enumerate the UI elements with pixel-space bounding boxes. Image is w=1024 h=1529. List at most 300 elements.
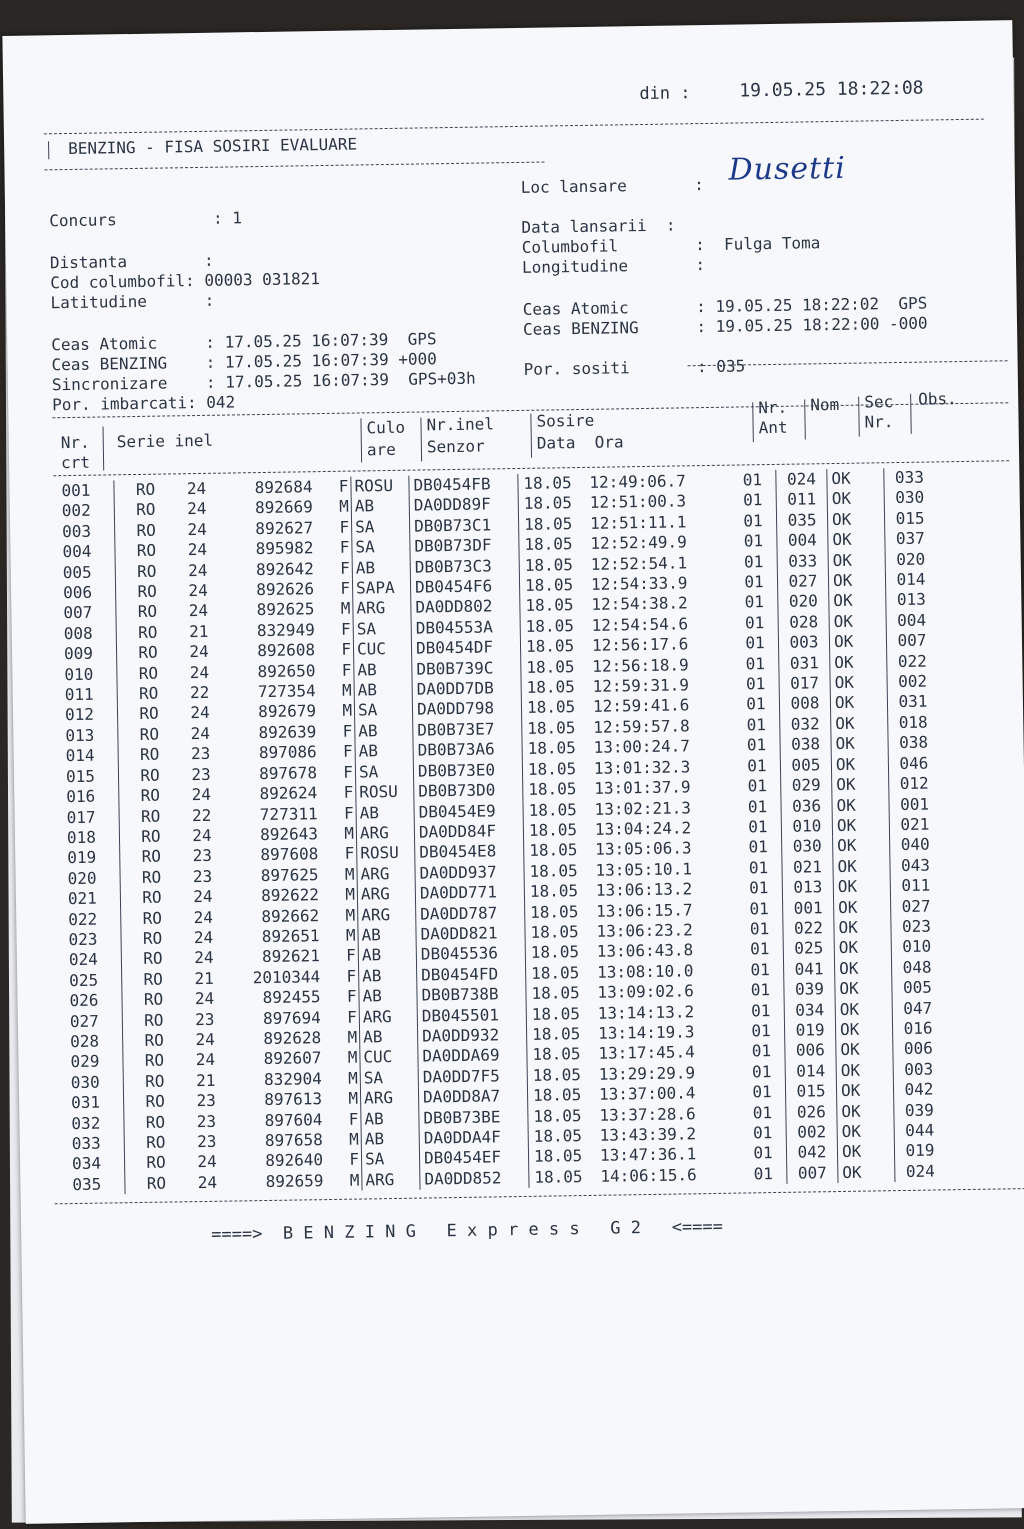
- color: AB: [358, 925, 416, 946]
- antenna-number: 01: [740, 1164, 787, 1185]
- ring-number: 892650: [257, 660, 316, 681]
- loc-lansare-line: Loc lansare :: [520, 175, 704, 197]
- row-number: 030: [71, 1072, 124, 1093]
- obs-number: 023: [901, 916, 932, 936]
- antenna-number: 01: [732, 654, 779, 675]
- antenna-number: 01: [739, 1102, 786, 1123]
- nom-number: 036: [781, 796, 832, 817]
- antenna-number: 01: [732, 674, 779, 695]
- nom-number: 025: [783, 938, 834, 959]
- row-number: 015: [66, 766, 119, 787]
- header-top-rule: [44, 119, 984, 135]
- obs-number: 012: [899, 773, 929, 794]
- ring-country: RO: [145, 1132, 166, 1152]
- sensor-id: DB0B738B: [417, 984, 526, 1006]
- antenna-number: 01: [732, 613, 779, 634]
- color: AB: [361, 1108, 419, 1129]
- ring-number: 892621: [261, 946, 321, 967]
- ring-year: 24: [192, 825, 212, 846]
- arrival-time: 12:51:00.3: [589, 491, 687, 513]
- arrival-time: 12:54:38.2: [591, 593, 688, 615]
- arrival-date: 18.05: [527, 758, 577, 779]
- sensor-id: DB0B73E0: [413, 760, 522, 782]
- row-number: 021: [68, 888, 121, 909]
- arrival-date: 18.05: [534, 1166, 583, 1187]
- ring-year: 24: [191, 784, 212, 805]
- ring-number: 895982: [255, 538, 314, 559]
- row-number: 008: [64, 623, 117, 644]
- antenna-number: 01: [734, 796, 781, 817]
- ceas-atomic-left: Ceas Atomic : 17.05.25 16:07:39 GPS: [51, 329, 437, 355]
- ring-country: RO: [137, 622, 158, 642]
- antenna-number: 01: [740, 1143, 787, 1164]
- obs-number: 022: [897, 651, 927, 671]
- ring-number: 892626: [256, 579, 315, 600]
- sensor-id: DB0B73BE: [419, 1106, 528, 1128]
- row-number: 003: [62, 521, 115, 542]
- color: ARG: [359, 1006, 417, 1027]
- arrival-date: 18.05: [531, 1003, 581, 1024]
- ring-number: 897608: [260, 844, 319, 865]
- arrival-time: 13:08:10.0: [597, 961, 694, 982]
- sensor-id: DB0454F6: [410, 576, 519, 598]
- sensor-id: DB0454FD: [417, 964, 526, 986]
- arrival-time: 12:52:49.9: [590, 532, 687, 554]
- ceas-atomic-right: Ceas Atomic : 19.05.25 18:22:02 GPS: [522, 293, 928, 319]
- ceas-benzing-right: Ceas BENZING : 19.05.25 18:22:00 -000: [522, 313, 928, 339]
- sensor-id: DB0B73DF: [410, 535, 519, 557]
- sex: F: [337, 1007, 360, 1028]
- col-senzor: Senzor: [426, 436, 485, 457]
- ring-year: 24: [187, 499, 207, 519]
- ring-number: 897086: [258, 742, 317, 763]
- antenna-number: 01: [736, 919, 783, 940]
- antenna-number: 01: [738, 1041, 785, 1062]
- sensor-id: DA0DD937: [415, 862, 524, 884]
- row-number: 022: [68, 909, 121, 930]
- arrival-time: 12:54:33.9: [590, 573, 688, 594]
- arrival-time: 13:14:13.2: [597, 1001, 695, 1023]
- sec-status: OK: [834, 938, 891, 959]
- sex: M: [335, 925, 358, 946]
- ring-country: RO: [142, 908, 163, 928]
- arrival-time: 13:05:10.1: [595, 859, 693, 880]
- sensor-id: DA0DD798: [412, 698, 521, 720]
- ring-country: RO: [136, 520, 156, 540]
- ring-number: 892651: [261, 926, 320, 946]
- sensor-id: DB0B73C3: [410, 556, 519, 578]
- obs-number: 042: [904, 1079, 934, 1100]
- arrival-date: 18.05: [533, 1126, 583, 1146]
- nom-number: 042: [786, 1142, 837, 1163]
- ring-number: 897694: [262, 1007, 321, 1028]
- sec-status: OK: [835, 978, 892, 999]
- sec-status: OK: [829, 591, 886, 612]
- arrival-time: 14:06:15.6: [600, 1165, 697, 1186]
- ring-number: 897658: [264, 1130, 323, 1151]
- arrival-time: 13:37:28.6: [599, 1103, 696, 1125]
- antenna-number: 01: [729, 470, 776, 491]
- ring-country: RO: [137, 581, 157, 602]
- distanta-line: Distanta :: [49, 250, 214, 273]
- nom-number: 026: [786, 1102, 837, 1123]
- ring-year: 21: [194, 968, 214, 988]
- row-number: 012: [65, 705, 118, 726]
- antenna-number: 01: [737, 960, 784, 981]
- sex: F: [329, 538, 352, 559]
- color: AB: [352, 557, 410, 578]
- color: ROSU: [357, 843, 415, 864]
- sensor-id: DA0DD7F5: [418, 1066, 527, 1088]
- sex: F: [330, 558, 353, 579]
- color: ARG: [356, 823, 414, 844]
- sensor-id: DB0B73A6: [413, 739, 522, 761]
- row-number: 018: [67, 827, 120, 848]
- sensor-id: DB045501: [417, 1004, 526, 1026]
- ring-country: RO: [143, 948, 163, 969]
- ring-year: 24: [193, 886, 213, 907]
- color: ARG: [360, 1088, 418, 1109]
- sec-status: OK: [833, 876, 890, 897]
- nom-number: 034: [784, 1000, 835, 1021]
- obs-number: 030: [895, 488, 925, 508]
- nom-number: 002: [786, 1122, 837, 1143]
- sec-status: OK: [837, 1121, 894, 1142]
- sec-status: OK: [831, 754, 888, 775]
- row-number: 023: [68, 929, 121, 950]
- arrival-date: 18.05: [533, 1146, 583, 1167]
- imbarcati-line: Por. imbarcati: 042: [52, 392, 236, 415]
- arrival-time: 13:43:39.2: [599, 1124, 697, 1145]
- color: AB: [356, 802, 414, 823]
- sensor-id: DA0DD8A7: [418, 1086, 527, 1108]
- ring-country: RO: [140, 785, 161, 806]
- antenna-number: 01: [736, 878, 783, 899]
- col-culo: Culo: [366, 417, 406, 438]
- color: SA: [351, 517, 409, 538]
- obs-number: 001: [899, 794, 930, 814]
- arrival-date: 18.05: [523, 473, 572, 493]
- color: AB: [354, 659, 412, 680]
- col-are: are: [366, 439, 396, 460]
- arrival-time: 13:04:24.2: [594, 818, 692, 839]
- ring-country: RO: [145, 1112, 166, 1132]
- arrival-date: 18.05: [527, 717, 576, 738]
- color: SA: [354, 700, 412, 721]
- arrival-time: 13:06:23.2: [596, 920, 693, 941]
- ring-number: 892684: [254, 477, 313, 498]
- arrival-time: 13:17:45.4: [598, 1042, 695, 1064]
- sex: M: [335, 905, 358, 926]
- arrival-time: 13:01:32.3: [593, 756, 691, 778]
- sensor-id: DA0DDA69: [418, 1045, 527, 1067]
- arrival-date: 18.05: [531, 962, 580, 983]
- sec-status: OK: [831, 733, 888, 754]
- arrival-time: 13:05:06.3: [595, 838, 692, 860]
- arrival-time: 12:52:54.1: [590, 552, 688, 574]
- sec-status: OK: [830, 652, 887, 673]
- antenna-number: 01: [735, 817, 782, 838]
- ring-country: RO: [137, 561, 157, 581]
- obs-number: 016: [903, 1018, 933, 1038]
- arrival-date: 18.05: [526, 656, 575, 677]
- nom-number: 008: [779, 694, 830, 715]
- obs-number: 019: [905, 1140, 935, 1161]
- row-number: 006: [63, 582, 116, 603]
- color: SA: [352, 537, 410, 558]
- arrival-date: 18.05: [523, 493, 573, 514]
- arrival-time: 13:06:43.8: [596, 940, 694, 962]
- ring-year: 23: [192, 846, 213, 866]
- ring-year: 24: [197, 1172, 218, 1192]
- data-lansarii-line: Data lansarii :: [521, 215, 676, 237]
- obs-number: 020: [896, 549, 926, 569]
- obs-number: 005: [902, 977, 933, 998]
- row-number: 007: [63, 603, 116, 624]
- obs-number: 018: [898, 712, 928, 732]
- color: SA: [360, 1067, 418, 1088]
- ring-year: 23: [196, 1131, 217, 1152]
- nom-number: 030: [782, 836, 833, 857]
- arrival-time: 12:59:41.6: [592, 695, 690, 717]
- arrival-time: 13:01:37.9: [594, 777, 691, 798]
- ring-year: 24: [195, 1050, 216, 1070]
- nom-number: 032: [780, 714, 831, 735]
- sex: F: [336, 946, 359, 967]
- ring-number: 892627: [255, 518, 314, 538]
- sex: F: [328, 477, 351, 498]
- sec-status: OK: [834, 917, 891, 938]
- sex: M: [337, 1048, 360, 1069]
- sec-status: OK: [833, 856, 890, 877]
- ring-year: 23: [196, 1111, 217, 1131]
- ring-country: RO: [136, 500, 156, 520]
- ring-year: 24: [194, 948, 214, 968]
- cod-columbofil-line: Cod columbofil: 00003 031821: [50, 269, 321, 293]
- row-number: 017: [67, 807, 120, 828]
- arrival-time: 13:14:19.3: [597, 1022, 695, 1043]
- obs-number: 048: [902, 957, 932, 977]
- col-sec-1: Sec: [864, 392, 894, 412]
- sec-status: OK: [834, 958, 891, 979]
- sex: F: [329, 517, 352, 538]
- sensor-id: DA0DD852: [420, 1168, 529, 1190]
- sec-status: OK: [832, 774, 889, 795]
- sensor-id: DA0DD932: [417, 1025, 526, 1047]
- color: AB: [359, 1027, 417, 1048]
- antenna-number: 01: [731, 572, 778, 593]
- ring-country: RO: [138, 663, 159, 683]
- col-nr-ant-1: Nr.: [758, 397, 788, 418]
- nom-number: 015: [785, 1081, 836, 1102]
- obs-number: 033: [894, 467, 925, 488]
- row-number: 029: [70, 1052, 123, 1073]
- printed-sheet: [2, 20, 1024, 1524]
- ring-year: 23: [195, 1009, 215, 1029]
- sex: M: [338, 1068, 361, 1089]
- sensor-id: DB0B739C: [412, 658, 521, 680]
- col-sep-7: [858, 397, 860, 437]
- sex: F: [332, 721, 355, 742]
- ring-country: RO: [135, 479, 156, 499]
- color: ARG: [362, 1169, 420, 1190]
- sec-status: OK: [831, 713, 888, 734]
- antenna-number: 01: [731, 592, 778, 613]
- obs-number: 006: [903, 1038, 933, 1059]
- sensor-id: DB0B73C1: [409, 515, 518, 537]
- arrival-time: 12:59:31.9: [592, 675, 690, 696]
- sensor-id: DB045536: [416, 943, 525, 965]
- ring-number: 897625: [260, 864, 319, 885]
- sensor-id: DB04553A: [411, 617, 520, 639]
- row-number: 033: [72, 1133, 125, 1154]
- obs-number: 013: [896, 590, 926, 610]
- arrival-date: 18.05: [523, 513, 573, 534]
- row-number: 032: [71, 1113, 124, 1134]
- sensor-id: DA0DD771: [415, 882, 524, 904]
- color: SAPA: [352, 578, 410, 599]
- obs-number: 007: [897, 630, 927, 651]
- arrival-date: 18.05: [524, 554, 574, 575]
- sex: F: [331, 619, 354, 640]
- arrival-date: 18.05: [529, 840, 578, 861]
- sex: F: [333, 803, 356, 824]
- color: ARG: [358, 904, 416, 925]
- nom-number: 003: [778, 632, 829, 653]
- row-number: 027: [70, 1011, 123, 1032]
- sex: F: [333, 742, 356, 763]
- arrival-date: 18.05: [529, 860, 578, 881]
- nom-number: 041: [783, 959, 834, 980]
- antenna-number: 01: [732, 633, 779, 654]
- sec-status: OK: [834, 897, 891, 918]
- ring-number: 892608: [257, 640, 316, 661]
- antenna-number: 01: [733, 735, 780, 756]
- ring-year: 24: [189, 662, 210, 682]
- arrival-date: 18.05: [525, 636, 575, 657]
- nom-number: 027: [777, 571, 828, 592]
- antenna-number: 01: [740, 1123, 787, 1144]
- ring-number: 892622: [260, 885, 320, 906]
- ring-country: RO: [139, 704, 159, 724]
- sec-status: OK: [837, 1142, 894, 1163]
- sensor-id: DA0DD84F: [414, 821, 523, 843]
- sensor-id: DA0DDA4F: [419, 1127, 528, 1149]
- col-nr-inel: Nr.inel: [426, 414, 495, 435]
- color: ARG: [353, 598, 411, 619]
- arrivals-table: [61, 467, 945, 1195]
- ring-year: 21: [188, 621, 209, 642]
- arrival-time: 13:09:02.6: [597, 981, 694, 1002]
- antenna-number: 01: [730, 490, 777, 511]
- nom-number: 010: [781, 816, 832, 837]
- sensor-id: DB0454E8: [415, 841, 524, 863]
- arrival-time: 13:47:36.1: [599, 1144, 697, 1166]
- sex: F: [336, 966, 359, 987]
- ring-country: RO: [140, 806, 161, 826]
- ring-number: 892625: [256, 599, 315, 620]
- color: AB: [359, 965, 417, 986]
- ring-country: RO: [138, 642, 158, 663]
- ring-year: 21: [196, 1070, 216, 1090]
- ring-number: 892643: [260, 824, 319, 844]
- arrival-time: 12:56:18.9: [592, 654, 689, 676]
- arrival-time: 13:02:21.3: [594, 797, 692, 819]
- arrival-date: 18.05: [525, 595, 574, 616]
- antenna-number: 01: [737, 980, 784, 1001]
- ring-number: 832904: [263, 1068, 322, 1089]
- sex: M: [330, 599, 353, 620]
- col-sep-4: [530, 414, 532, 458]
- arrival-time: 13:06:15.7: [596, 899, 693, 921]
- sec-status: OK: [830, 693, 887, 714]
- arrival-time: 13:06:13.2: [595, 879, 693, 900]
- antenna-number: 01: [735, 858, 782, 879]
- obs-number: 037: [895, 528, 925, 549]
- nom-number: 028: [778, 612, 829, 633]
- col-sep-3: [420, 417, 422, 461]
- nom-number: 005: [780, 755, 831, 776]
- ring-year: 24: [188, 560, 208, 580]
- sex: M: [329, 497, 352, 518]
- row-number: 005: [63, 562, 116, 583]
- ring-country: RO: [136, 540, 157, 561]
- ring-country: RO: [141, 846, 162, 867]
- color: ARG: [357, 884, 415, 905]
- sec-status: OK: [835, 1019, 892, 1040]
- row-number: 024: [69, 950, 122, 971]
- row-number: 011: [65, 684, 118, 705]
- obs-number: 010: [902, 936, 932, 957]
- col-nom: Nom: [810, 394, 840, 415]
- sec-status: OK: [828, 529, 885, 550]
- ring-country: RO: [144, 1050, 165, 1071]
- sensor-id: DA0DD7DB: [412, 678, 521, 700]
- row-number: 026: [69, 990, 122, 1011]
- color: SA: [353, 619, 411, 640]
- longitudine-line: Longitudine :: [521, 255, 706, 277]
- din-value: 19.05.25 18:22:08: [739, 77, 924, 102]
- sex: F: [336, 987, 359, 1008]
- obs-number: 040: [900, 834, 930, 855]
- arrival-time: 12:54:54.6: [591, 614, 689, 635]
- obs-number: 015: [895, 508, 925, 528]
- color: ROSU: [356, 782, 414, 803]
- ring-number: 892624: [259, 783, 318, 804]
- arrival-date: 18.05: [524, 534, 573, 555]
- sex: M: [334, 864, 357, 885]
- color: AB: [355, 721, 413, 742]
- ring-number: 897678: [259, 762, 318, 783]
- ceas-benzing-left: Ceas BENZING : 17.05.25 16:07:39 +000: [51, 349, 437, 375]
- nom-number: 035: [776, 510, 827, 531]
- col-sec-2: Nr.: [864, 412, 894, 432]
- sex: M: [337, 1028, 360, 1049]
- ring-year: 22: [191, 805, 212, 825]
- antenna-number: 01: [739, 1062, 786, 1083]
- arrival-date: 18.05: [532, 1044, 581, 1065]
- sec-status: OK: [832, 815, 889, 836]
- ring-number: 892640: [265, 1150, 324, 1171]
- ring-year: 24: [195, 1029, 215, 1050]
- arrival-time: 13:29:29.9: [598, 1063, 696, 1084]
- col-sep-8: [910, 394, 912, 434]
- sec-status: OK: [836, 1040, 893, 1061]
- obs-number: 002: [898, 671, 928, 692]
- nom-number: 031: [779, 653, 830, 674]
- col-sep-2: [360, 418, 362, 462]
- nom-number: 038: [780, 734, 831, 755]
